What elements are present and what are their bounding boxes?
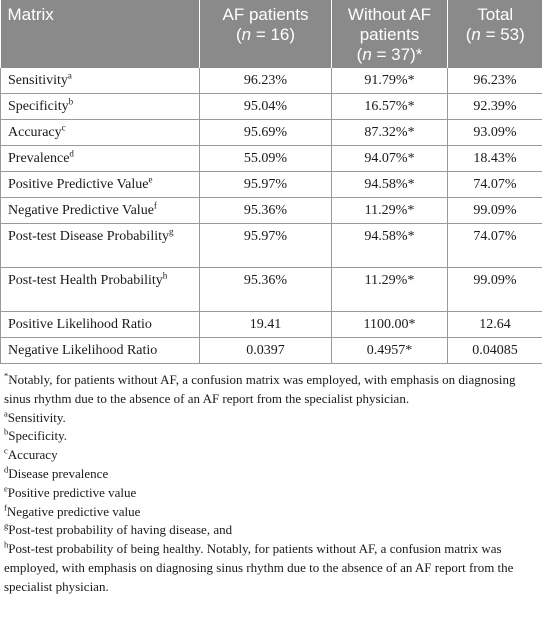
cell-without-af: 0.4957* — [332, 338, 448, 364]
cell-total: 18.43% — [448, 146, 542, 172]
cell-without-af: 1100.00* — [332, 312, 448, 338]
footnote-h: $^h$Post-test probability of being healthy. Notably, for patients without AF, a confusion matrix was employed, with emphasis on diagnosing sinus rhythm due to the absence of an AF report from the specialist physician. — [4, 539, 514, 594]
row-label: Post-test Health Probability$^h$ — [1, 268, 200, 312]
row-label: Negative Likelihood Ratio — [1, 338, 200, 364]
header-without-title-1: Without AF — [347, 5, 432, 24]
footnote-a: $^a$Sensitivity. — [4, 408, 66, 425]
row-label: Positive Likelihood Ratio — [1, 312, 200, 338]
cell-af: 95.97% — [200, 224, 332, 268]
row-label: Positive Predictive Value$^e$ — [1, 172, 200, 198]
cell-without-af: 91.79%* — [332, 68, 448, 94]
table-header-row — [1, 0, 542, 68]
header-without-count: (n = 37)* — [356, 45, 423, 64]
header-af-patients — [200, 0, 332, 68]
cell-af: 96.23% — [200, 68, 332, 94]
cell-without-af: 94.58%* — [332, 172, 448, 198]
header-total — [448, 0, 542, 68]
cell-total: 74.07% — [448, 224, 542, 268]
row-label: Negative Predictive Value$^f$ — [1, 198, 200, 224]
footnote-c: $^c$Accuracy — [4, 445, 58, 463]
cell-af: 95.97% — [200, 172, 332, 198]
cell-without-af: 94.58%* — [332, 224, 448, 268]
cell-total: 92.39% — [448, 94, 542, 120]
cell-af: 55.09% — [200, 146, 332, 172]
cell-total: 74.07% — [448, 172, 542, 198]
cell-total: 0.04085 — [448, 338, 542, 364]
header-af-count: (n = 16) — [235, 25, 296, 44]
row-label: Accuracy$^c$ — [1, 120, 200, 146]
cell-af: 95.04% — [200, 94, 332, 120]
footnote-f: $^f$Negative predictive value — [4, 502, 141, 519]
footnote-b: $^b$Specificity. — [4, 427, 67, 444]
cell-af: 19.41 — [200, 312, 332, 338]
cell-af: 95.69% — [200, 120, 332, 146]
cell-total: 12.64 — [448, 312, 542, 338]
footnote-e: $^e$Positive predictive value — [4, 483, 137, 500]
header-without-title-2: patients — [359, 25, 420, 44]
cell-without-af: 16.57%* — [332, 94, 448, 120]
footnote-g: $^g$Post-test probability of having disease, and — [4, 521, 233, 538]
cell-total: 99.09% — [448, 198, 542, 224]
table-row — [1, 68, 542, 94]
table-row — [1, 338, 542, 364]
header-total-title: Total — [477, 5, 514, 24]
cell-without-af: 87.32%* — [332, 120, 448, 146]
header-matrix — [1, 0, 200, 68]
row-label: Prevalence$^d$ — [1, 146, 200, 172]
cell-without-af: 11.29%* — [332, 198, 448, 224]
table-row — [1, 146, 542, 172]
row-label: Sensitivity$^a$ — [1, 68, 200, 94]
table-row — [1, 312, 542, 338]
cell-total: 96.23% — [448, 68, 542, 94]
cell-af: 0.0397 — [200, 338, 332, 364]
header-without-af — [332, 0, 448, 68]
cell-without-af: 94.07%* — [332, 146, 448, 172]
cell-af: 95.36% — [200, 268, 332, 312]
table-row — [1, 120, 542, 146]
table-row — [1, 268, 542, 312]
cell-without-af: 11.29%* — [332, 268, 448, 312]
table-footnotes — [0, 364, 542, 597]
cell-total: 93.09% — [448, 120, 542, 146]
footnote-asterisk: *Notably, for patients without AF, a confusion matrix was employed, with emphasis on diagnosing sinus rhythm due to the absence of an AF report from the specialist physician. — [4, 370, 516, 406]
header-total-count: (n = 53) — [465, 25, 525, 44]
cell-total: 99.09% — [448, 268, 542, 312]
cell-af: 95.36% — [200, 198, 332, 224]
footnote-d: $^d$Disease prevalence — [4, 464, 109, 481]
row-label: Post-test Disease Probability$^g$ — [1, 224, 200, 268]
table-row — [1, 198, 542, 224]
table-row — [1, 172, 542, 198]
header-af-title: AF patients — [222, 5, 309, 24]
table-row — [1, 94, 542, 120]
header-matrix-label: Matrix — [7, 5, 54, 24]
table-row — [1, 224, 542, 268]
row-label: Specificity$^b$ — [1, 94, 200, 120]
